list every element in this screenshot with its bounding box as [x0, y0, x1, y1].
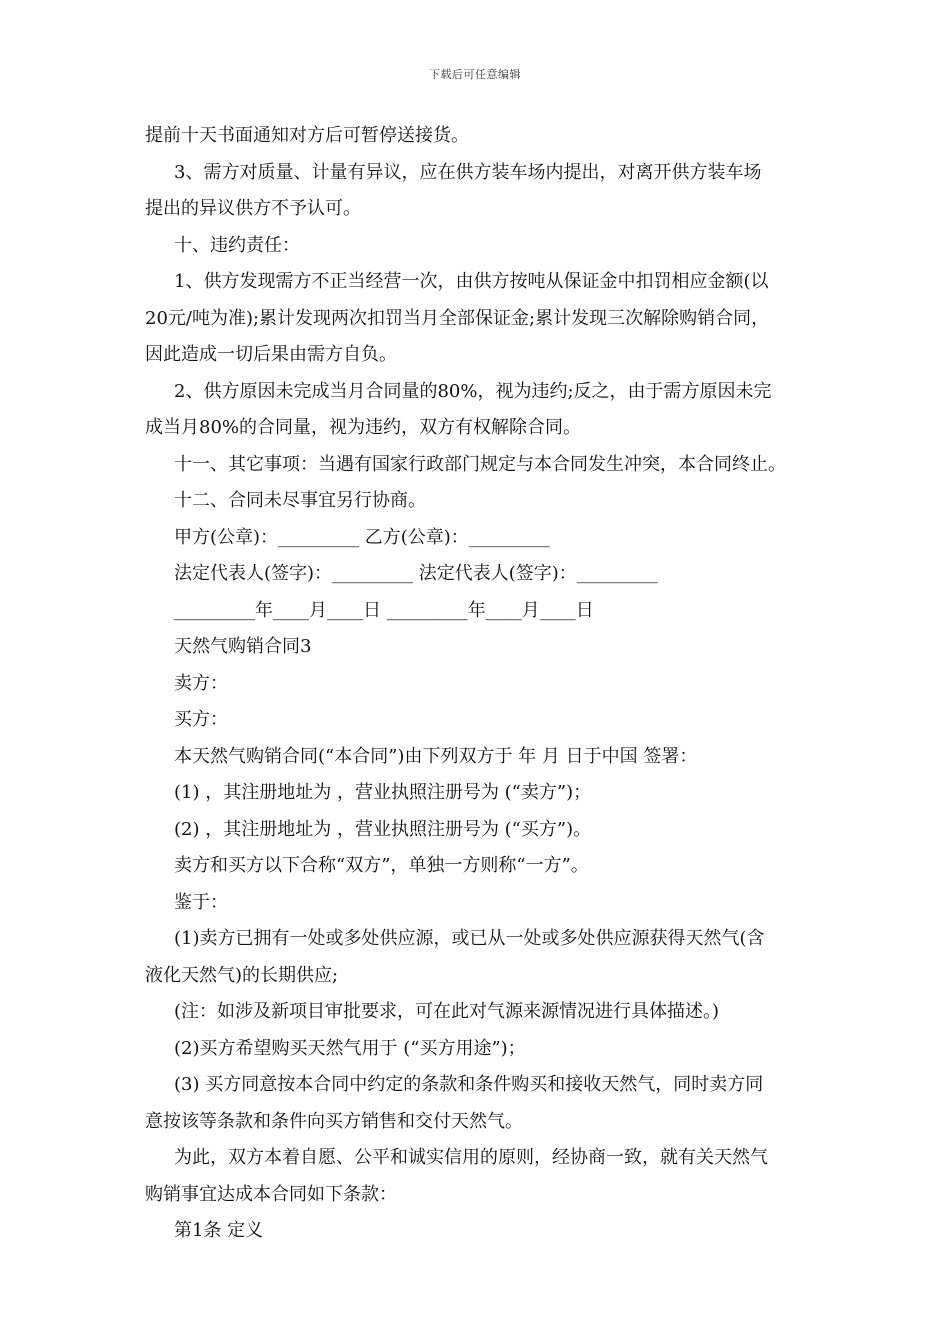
text-line: 成当月80%的合同量，视为违约，双方有权解除合同。 — [145, 417, 582, 438]
text-line: (1) ，其注册地址为 ，营业执照注册号为 (“卖方”)； — [174, 782, 592, 803]
document-body — [145, 118, 825, 1250]
text-line: (3) 买方同意按本合同中约定的条款和条件购买和接收天然气，同时卖方同 — [174, 1074, 764, 1095]
text-line: (2) ，其注册地址为 ，营业执照注册号为 (“买方”)。 — [174, 818, 592, 840]
text-line: 液化天然气)的长期供应; — [145, 964, 339, 986]
page-header: 下载后可任意编辑 — [429, 68, 521, 81]
text-line: 鉴于： — [174, 891, 228, 913]
text-line: 2、供方原因未完成当月合同量的80%，视为违约;反之，由于需方原因未完 — [174, 380, 772, 402]
text-line: 提前十天书面通知对方后可暂停送接货。 — [145, 125, 469, 146]
text-line: 提出的异议供方不予认可。 — [145, 198, 361, 219]
text-line: 意按该等条款和条件向买方销售和交付天然气。 — [145, 1110, 523, 1132]
text-line: 为此，双方本着自愿、公平和诚实信用的原则，经协商一致，就有关天然气 — [174, 1147, 768, 1168]
text-line: 十二、合同未尽事宜另行协商。 — [174, 490, 426, 511]
text-line: 买方： — [174, 709, 228, 730]
text-line: 购销事宜达成本合同如下条款： — [145, 1183, 397, 1205]
text-line: 十一、其它事项：当遇有国家行政部门规定与本合同发生冲突，本合同终止。 — [174, 453, 786, 475]
text-line: 卖方和买方以下合称“双方”，单独一方则称“一方”。 — [174, 855, 589, 876]
text-line: _________年____月____日 _________年____月____日 — [174, 599, 594, 621]
text-line: 20元/吨为准);累计发现两次扣罚当月全部保证金;累计发现三次解除购销合同， — [145, 307, 770, 329]
text-line: 1、供方发现需方不正当经营一次，由供方按吨从保证金中扣罚相应金额(以 — [174, 271, 769, 292]
text-line: 法定代表人(签字)：_________ 法定代表人(签字)：_________ — [174, 563, 658, 584]
text-line: (2)买方希望购买天然气用于 (“买方用途”)； — [174, 1037, 526, 1059]
text-line: 因此造成一切后果由需方自负。 — [145, 344, 397, 365]
text-line: 本天然气购销合同(“本合同”)由下列双方于 年 月 日于中国 签署： — [174, 745, 698, 767]
text-line: (1)卖方已拥有一处或多处供应源，或已从一处或多处供应源获得天然气(含 — [174, 928, 765, 949]
text-line: 卖方： — [174, 672, 228, 694]
text-line: 十、违约责任： — [174, 234, 300, 256]
text-line: 第1条 定义 — [174, 1220, 264, 1241]
text-line: (注：如涉及新项目审批要求，可在此对气源来源情况进行具体描述。) — [174, 1001, 720, 1022]
text-line: 天然气购销合同3 — [174, 636, 312, 657]
text-line: 3、需方对质量、计量有异议，应在供方装车场内提出，对离开供方装车场 — [174, 161, 762, 183]
text-line: 甲方(公章)：_________ 乙方(公章)：_________ — [174, 526, 550, 548]
